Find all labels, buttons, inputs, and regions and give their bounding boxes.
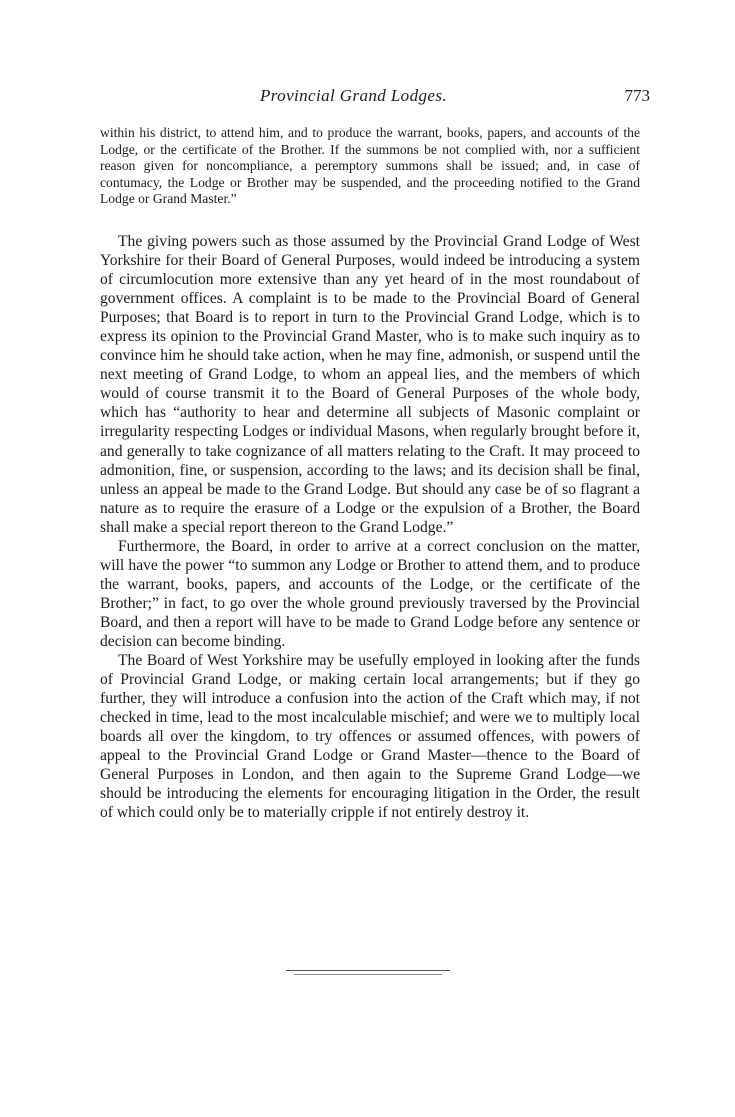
article-body [100, 232, 640, 822]
end-rule-divider [286, 970, 450, 976]
divider-line-upper [286, 970, 450, 971]
divider-line-lower [294, 974, 442, 975]
running-head-title: Provincial Grand Lodges. [260, 86, 447, 105]
body-paragraph-3: The Board of West Yorkshire may be usefully employed in looking after the funds of Provincial Grand Lodge, or making certain local arrangements; but if they go further, they will introduce a confusion into the action of the Craft which may, if not checked in time, lead to the most incalculable mischief; and were we to multiply local boards all over the kingdom, to try offences or assumed offences, with powers of appeal to the Provincial Grand Lodge or Grand Master—thence to the Board of General Purposes in London, and then again to the Supreme Grand Lodge—we should be introducing the elements for encouraging litigation in the Order, the result of which could only be to materially cripple if not entirely destroy it. [100, 652, 640, 822]
body-paragraph-1: The giving powers such as those assumed by the Provincial Grand Lodge of West Yorkshire for their Board of General Purposes, would indeed be introducing a system of circumlocution more extensive than any yet heard of in the most roundabout of government offices. A complaint is to be made to the Provincial Board of General Purposes; that Board is to report in turn to the Provincial Grand Lodge, which is to express its opinion to the Provincial Grand Master, who is to make such inquiry as to convince him he should take action, when he may fine, admonish, or suspend until the next meeting of Grand Lodge, to whom an appeal lies, and the members of which would of course transmit it to the Board of General Purposes of the whole body, which has “authority to hear and determine all subjects of Masonic complaint or irregularity respecting Lodges or individual Masons, when regularly brought before it, and generally to take cognizance of all matters relating to the Craft. It may proceed to admonition, fine, or suspension, according to the laws; and its decision shall be final, unless an appeal be made to the Grand Lodge. But should any case be of so flagrant a nature as to require the erasure of a Lodge or the expulsion of a Brother, the Board shall make a special report thereon to the Grand Lodge.” [100, 233, 640, 536]
quoted-regulation [100, 125, 640, 208]
running-head [0, 86, 735, 110]
body-paragraph-2: Furthermore, the Board, in order to arrive at a correct conclusion on the matter, will have the power “to summon any Lodge or Brother to attend them, and to produce the warrant, books, papers, and accounts of the Lodge, or the certificate of the Brother;” in fact, to go over the whole ground previously traversed by the Provincial Board, and then a report will have to be made to Grand Lodge before any sentence or decision can become binding. [100, 537, 640, 650]
quote-paragraph: within his district, to attend him, and to produce the warrant, books, papers, and accounts of the Lodge, or the certificate of the Brother. If the summons be not complied with, nor a sufficient reason given for noncompliance, a peremptory summons shall be issued; and, in case of contumacy, the Lodge or Brother may be suspended, and the proceeding notified to the Grand Lodge or Grand Master.” [100, 125, 640, 207]
page-number: 773 [624, 86, 650, 105]
